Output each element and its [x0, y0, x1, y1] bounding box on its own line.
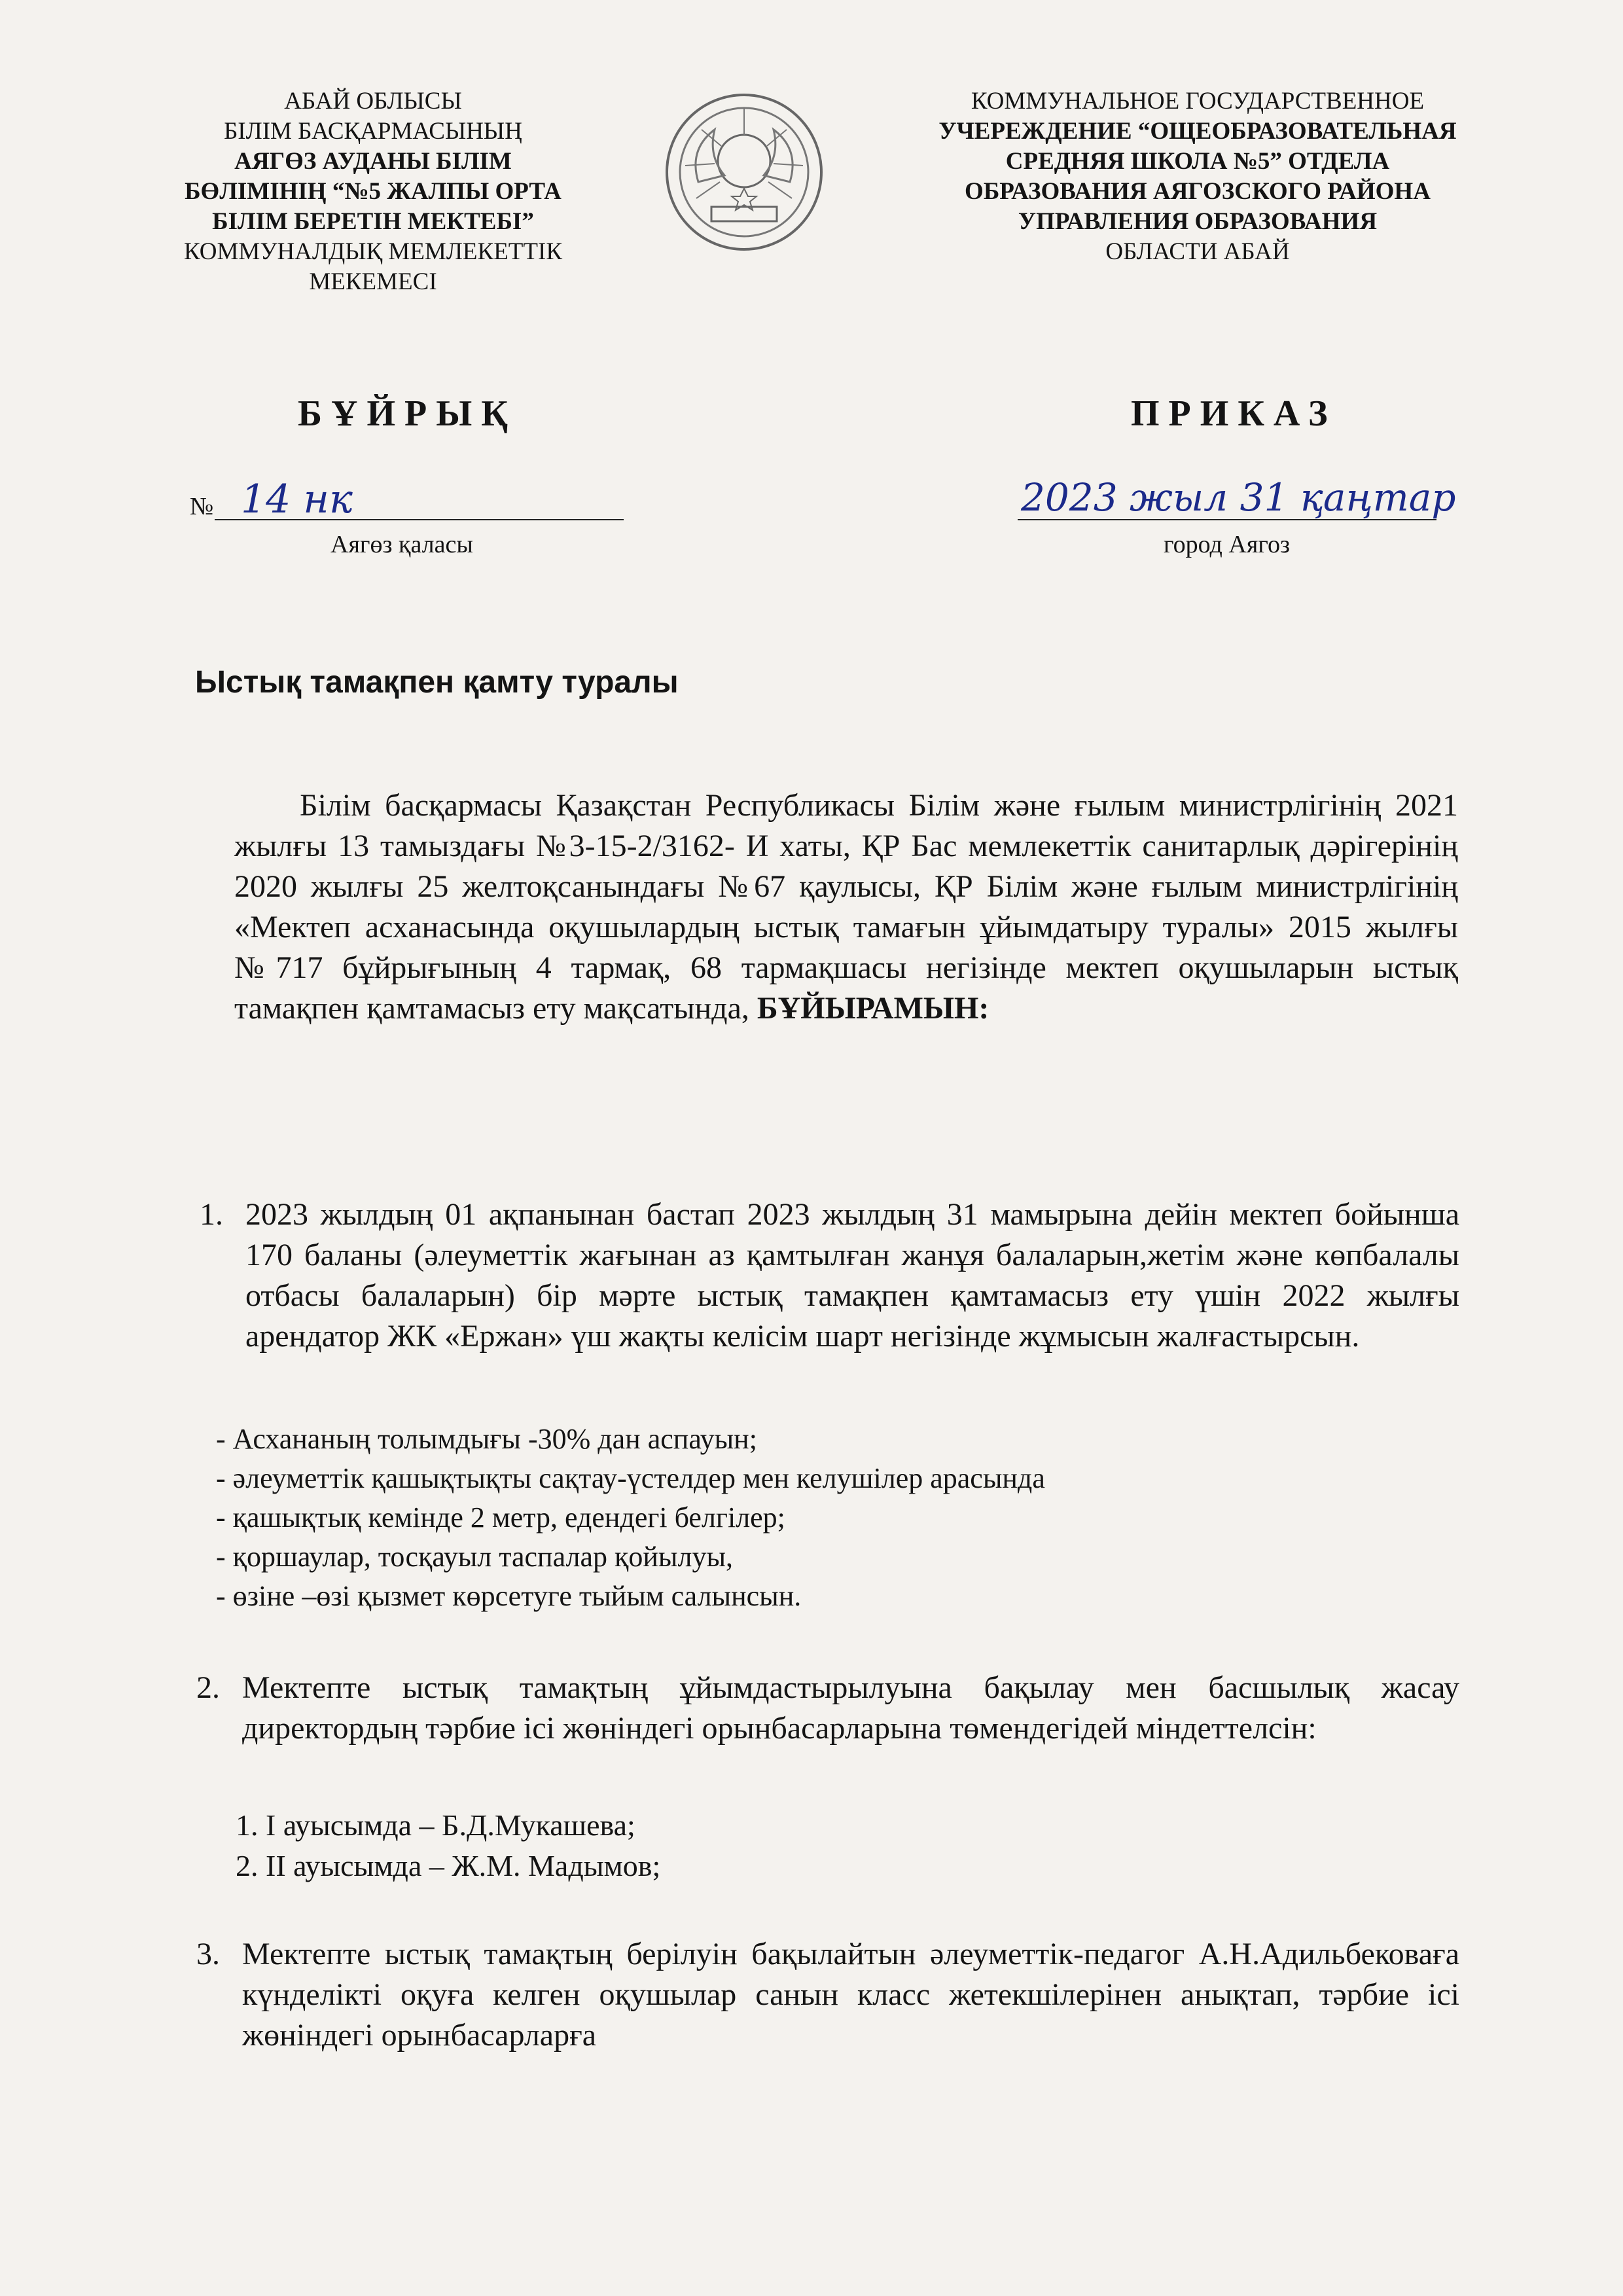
list-item — [196, 1668, 1459, 1749]
order-number-label: № — [190, 493, 214, 520]
city-russian: город Аягоз — [1164, 531, 1290, 558]
item-text: Мектепте ыстық тамақтың берілуін бақылайтын әлеуметтік-педагог А.Н.Адильбековаға күнделікті оқуға келген оқушылар санын класс жетекшілерінен анықтап, тәрбие ісі жөніндегі орынбасарларға — [242, 1937, 1459, 2053]
order-number-handwritten: 14 нк — [241, 476, 353, 522]
state-emblem-icon — [662, 90, 826, 254]
header-kz-line: БІЛІМ БАСҚАРМАСЫНЫҢ — [224, 118, 522, 145]
item-number: 3. — [196, 1937, 220, 1971]
header-ru-line: ОБРАЗОВАНИЯ АЯГОЗСКОГО РАЙОНА — [965, 178, 1431, 205]
title-russian: ПРИКАЗ — [1131, 393, 1337, 434]
intro-text: Білім басқармасы Қазақстан Республикасы Білім және ғылым министрлігінің 2021 жылғы 13 тамыздағы №3-15-2/3162- И хаты, ҚР Бас мемлекеттік санитарлық дәрігерінің 2020 жылғы 25 желтоқсанындағы №67 қаулысы, ҚР Білім және ғылым министрлігінің «Мектеп асханасында оқушылардың ыстық тамағын ұйымдатыру туралы» 2015 жылғы №717 бұйрығының 4 тармақ, 68 тармақшасы негізінде мектеп оқушыларын ыстық тамақпен қамтамасыз ету мақсатында, — [234, 788, 1458, 1026]
dash-item: - қашықтық кемінде 2 метр, едендегі белгілер; — [216, 1501, 785, 1534]
item-text: 2023 жылдың 01 ақпанынан бастап 2023 жылдың 31 мамырына дейін мектеп бойынша 170 баланы (әлеуметтік жағынан аз қамтылған жанұя балаларын,жетім және көпбалалы отбасы балаларын) бір мәрте ыстық тамақпен қамтамасыз ету үшін 2022 жылғы арендатор ЖК «Ержан» үш жақты келісім шарт негізінде жұмысын жалғастырсын. — [245, 1197, 1459, 1354]
header-kz-line: БІЛІМ БЕРЕТІН МЕКТЕБІ” — [212, 208, 534, 235]
sub-item: 2. II ауысымда – Ж.М. Мадымов; — [236, 1849, 661, 1882]
dash-item: - Асхананың толымдығы -30% дан аспауын; — [216, 1423, 757, 1455]
header-ru-line: ОБЛАСТИ АБАЙ — [1105, 238, 1290, 265]
header-ru-line: СРЕДНЯЯ ШКОЛА №5” ОТДЕЛА — [1005, 148, 1390, 175]
title-kazakh: БҰЙРЫҚ — [298, 393, 517, 434]
item-text: Мектепте ыстық тамақтың ұйымдастырылуына бақылау мен басшылық жасау директордың тәрбие ісі жөніндегі орынбасарларына төмендегідей міндеттелсін: — [242, 1670, 1459, 1746]
header-ru-line: КОММУНАЛЬНОЕ ГОСУДАРСТВЕННОЕ — [971, 88, 1425, 115]
header-kazakh — [151, 86, 596, 297]
header-kz-line: БӨЛІМІНІҢ “№5 ЖАЛПЫ ОРТА — [185, 178, 562, 205]
city-kazakh: Аягөз қаласы — [330, 531, 473, 558]
header-ru-line: УЧЕРЕЖДЕНИЕ “ОЩЕОБРАЗОВАТЕЛЬНАЯ — [938, 118, 1457, 145]
dash-item: - өзіне –өзі қызмет көрсетуге тыйым салынсын. — [216, 1580, 802, 1612]
header-kz-line: КОММУНАЛДЫҚ МЕМЛЕКЕТТІК — [183, 238, 563, 265]
header-kz-line: МЕКЕМЕСІ — [309, 268, 437, 295]
list-item — [200, 1194, 1459, 1357]
header-kz-line: АБАЙ ОБЛЫСЫ — [284, 88, 462, 115]
header-ru-line: УПРАВЛЕНИЯ ОБРАЗОВАНИЯ — [1018, 208, 1378, 235]
list-item — [196, 1934, 1459, 2056]
dash-item: - әлеуметтік қашықтықты сақтау-үстелдер мен келушілер арасында — [216, 1462, 1045, 1494]
item-number: 2. — [196, 1670, 220, 1705]
dash-item: - қоршаулар, тосқауыл таспалар қойылуы, — [216, 1541, 734, 1573]
header-kz-line: АЯГӨЗ АУДАНЫ БІЛІМ — [234, 148, 512, 175]
item-number: 1. — [200, 1197, 223, 1232]
order-date-handwritten: 2023 жыл 31 қаңтар — [1021, 475, 1456, 520]
order-word: БҰЙЫРАМЫН: — [757, 991, 990, 1026]
intro-paragraph — [234, 785, 1458, 1029]
order-subject: Ыстық тамақпен қамту туралы — [195, 665, 679, 700]
header-russian — [883, 86, 1512, 267]
sub-item: 1. I ауысымда – Б.Д.Мукашева; — [236, 1808, 635, 1842]
